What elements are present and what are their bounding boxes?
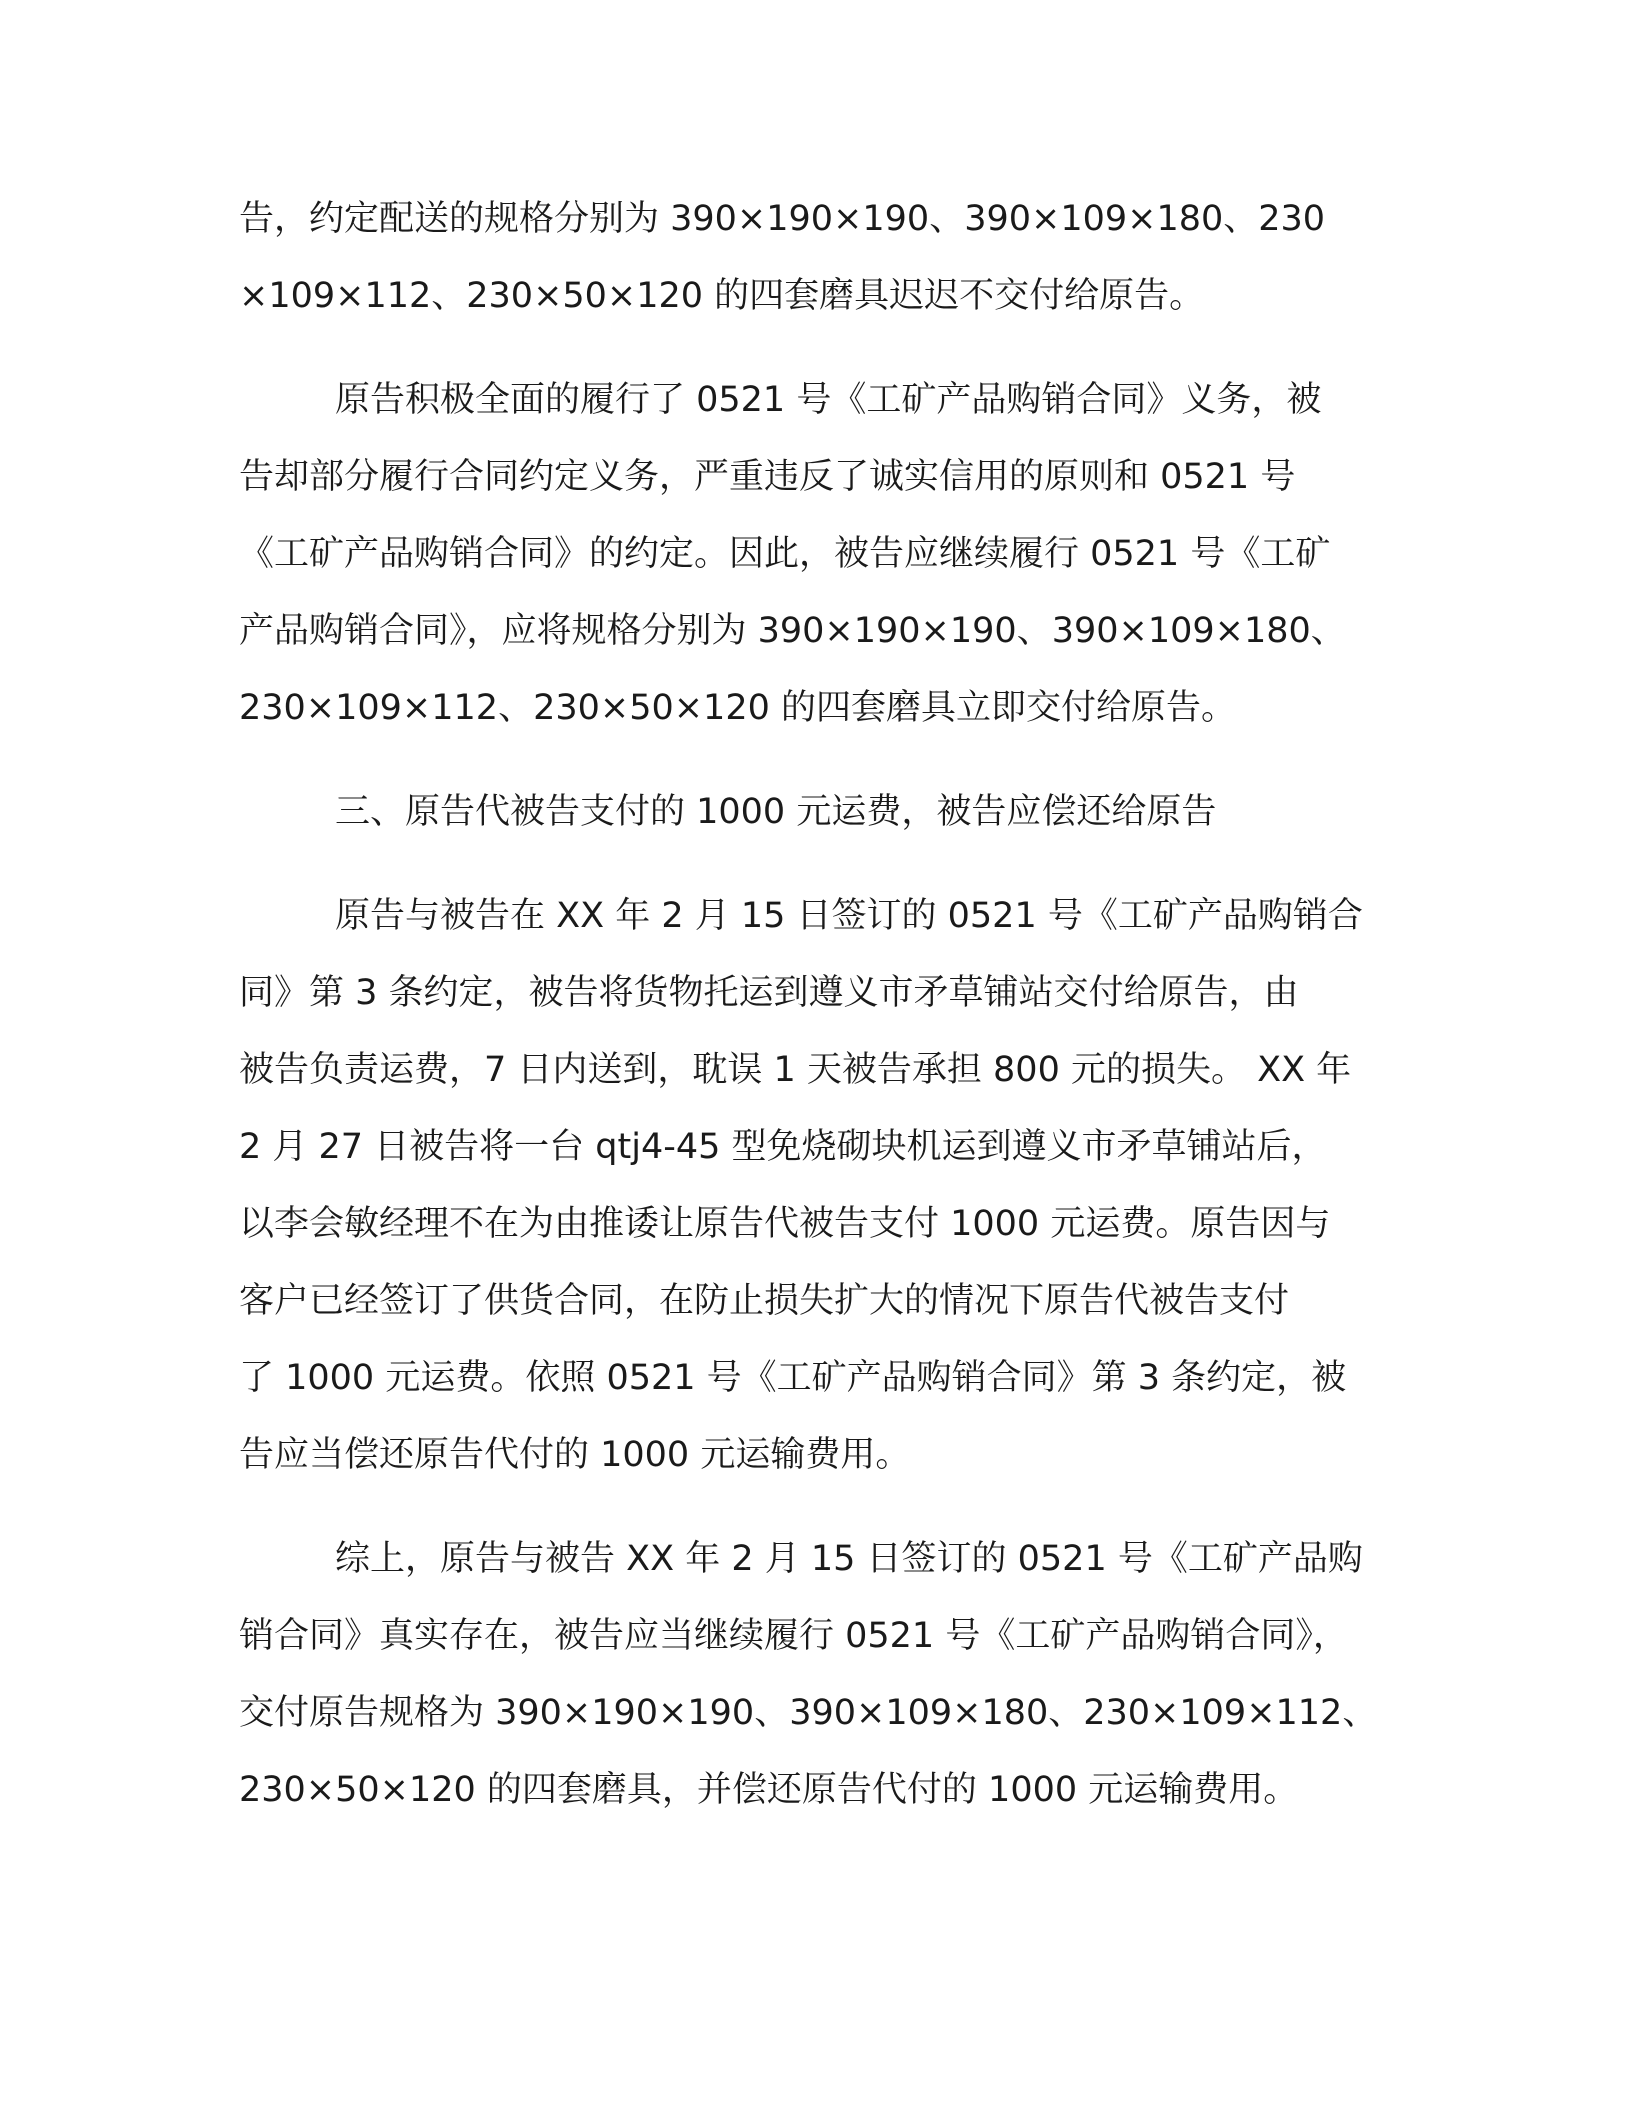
text-line: 原告与被告在 XX 年 2 月 15 日签订的 0521 号《工矿产品购销合 bbox=[335, 896, 1363, 936]
text-line: 告应当偿还原告代付的 1000 元运输费用。 bbox=[239, 1435, 911, 1475]
section-heading-freight bbox=[239, 774, 1399, 851]
text-line: 原告积极全面的履行了 0521 号《工矿产品购销合同》义务，被 bbox=[335, 380, 1322, 420]
paragraph-plaintiff-performed bbox=[239, 362, 1399, 747]
document-body bbox=[239, 181, 1399, 1856]
text-line: ×109×112、230×50×120 的四套磨具迟迟不交付给原告。 bbox=[239, 276, 1205, 316]
text-line: 230×50×120 的四套磨具，并偿还原告代付的 1000 元运输费用。 bbox=[239, 1770, 1299, 1810]
text-line: 以李会敏经理不在为由推诿让原告代被告支付 1000 元运费。原告因与 bbox=[239, 1204, 1331, 1244]
text-line: 综上，原告与被告 XX 年 2 月 15 日签订的 0521 号《工矿产品购 bbox=[335, 1539, 1363, 1579]
text-line: 客户已经签订了供货合同，在防止损失扩大的情况下原告代被告支付 bbox=[239, 1281, 1290, 1321]
text-line: 告却部分履行合同约定义务，严重违反了诚实信用的原则和 0521 号 bbox=[239, 457, 1296, 497]
text-line: 交付原告规格为 390×190×190、390×109×180、230×109×112、 bbox=[239, 1693, 1378, 1733]
text-line: 被告负责运费，7 日内送到，耽误 1 天被告承担 800 元的损失。 XX 年 bbox=[239, 1050, 1352, 1090]
text-line: 2 月 27 日被告将一台 qtj4-45 型免烧砌块机运到遵义市矛草铺站后， bbox=[239, 1127, 1327, 1167]
paragraph-conclusion bbox=[239, 1521, 1399, 1829]
text-line: 同》第 3 条约定，被告将货物托运到遵义市矛草铺站交付给原告，由 bbox=[239, 973, 1299, 1013]
text-line: 销合同》真实存在，被告应当继续履行 0521 号《工矿产品购销合同》， bbox=[239, 1616, 1348, 1656]
text-line: 了 1000 元运费。依照 0521 号《工矿产品购销合同》第 3 条约定，被 bbox=[239, 1358, 1347, 1398]
paragraph-specs-undelivered bbox=[239, 181, 1399, 335]
paragraph-freight-details bbox=[239, 878, 1399, 1494]
text-line: 告，约定配送的规格分别为 390×190×190、390×109×180、230 bbox=[239, 199, 1326, 239]
text-line: 230×109×112、230×50×120 的四套磨具立即交付给原告。 bbox=[239, 688, 1236, 728]
text-line: 《工矿产品购销合同》的约定。因此，被告应继续履行 0521 号《工矿 bbox=[239, 534, 1331, 574]
section-heading: 三、原告代被告支付的 1000 元运费，被告应偿还给原告 bbox=[335, 792, 1217, 832]
text-line: 产品购销合同》，应将规格分别为 390×190×190、390×109×180、 bbox=[239, 611, 1346, 651]
